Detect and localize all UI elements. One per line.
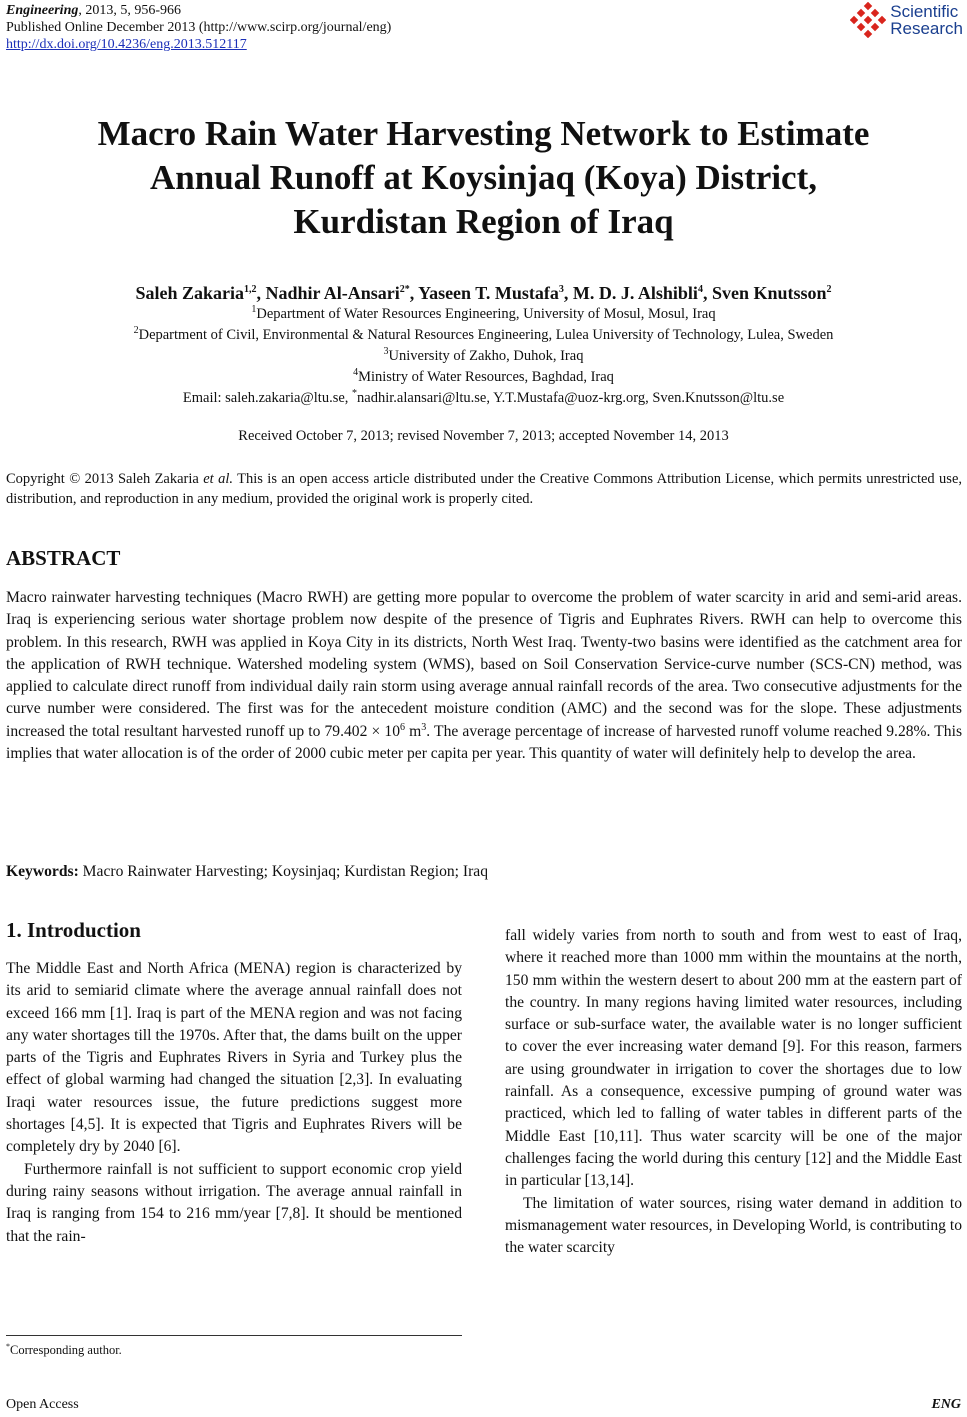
right-column [505, 925, 962, 1259]
intro-paragraph-3: fall widely varies from north to south and from west to east of Iraq, where it reached more than 1000 mm within the mountains at the north, 150 mm within the western desert to about 200 mm at the eastern part of the country. In many regions having limited water resources, including surface or sub-surface water, the available water is no longer sufficient to cover the ever increasing water demand [9]. For this reason, farmers are using groundwater in irrigation to cover the shortages due to low rainfall. As a consequence, excessive pumping of ground water was practiced, which led to falling of water tables in different parts of the Middle East [10,11]. Thus water scarcity will be one of the major challenges facing the world during this century [12] and the Middle East in particular [13,14]. [505, 927, 962, 1190]
author-3: Yaseen T. Mustafa [418, 283, 559, 303]
aff-1-sup: 1 [251, 304, 257, 316]
author-2: Nadhir Al-Ansari [265, 283, 400, 303]
logo-line-1: Scientific [890, 2, 959, 21]
publisher-logo [850, 2, 963, 38]
aff-4-sup: 4 [353, 367, 359, 379]
journal-header [6, 2, 391, 53]
author-1: Saleh Zakaria [135, 283, 245, 303]
title-line-2: Annual Runoff at Koysinjaq (Koya) District, [150, 158, 817, 197]
copyright-notice [6, 469, 962, 509]
abstract-body [6, 587, 962, 765]
author-2-sup: 2* [399, 284, 410, 295]
affiliations [0, 304, 967, 409]
email-prefix: Email: saleh.zakaria@ltu.se, [182, 390, 353, 406]
author-4: M. D. J. Alshibli [572, 283, 698, 303]
paper-title [0, 112, 967, 244]
scientific-research-logo-icon [850, 2, 886, 38]
affiliation-2: Department of Civil, Environmental & Natural Resources Engineering, Lulea University of Technology, Lulea, Sweden [138, 327, 834, 343]
author-5: Sven Knutsson [711, 283, 827, 303]
abstract-sup-1: 6 [400, 721, 406, 733]
keywords [6, 863, 962, 881]
copyright-before: Copyright © 2013 Saleh Zakaria [6, 471, 204, 487]
intro-paragraph-2: Furthermore rainfall is not sufficient to support economic crop yield during rainy seasons without irrigation. The average annual rainfall in Iraq is ranging from 154 to 216 mm/year [7,8]. It should be mentioned that the rain- [6, 1160, 462, 1245]
copyright-after: This is an open access article distributed under the Creative Commons Attribution License, which permits unrestricted use, distribution, and reproduction in any medium, provided the original work is properly cited. [6, 471, 963, 507]
footnote-sup: * [6, 1342, 10, 1351]
aff-2-sup: 2 [133, 325, 139, 337]
footer-journal-abbrev: ENG [931, 1397, 961, 1412]
left-column [6, 958, 462, 1248]
affiliation-3: University of Zakho, Duhok, Iraq [388, 348, 584, 364]
received-dates: Received October 7, 2013; revised November 7, 2013; accepted November 14, 2013 [238, 428, 729, 444]
abstract-sup-2: 3 [421, 721, 427, 733]
doi-link[interactable]: http://dx.doi.org/10.4236/eng.2013.512117 [6, 37, 247, 52]
intro-paragraph-1: The Middle East and North Africa (MENA) region is characterized by its arid to semiarid climate where the average annual rainfall does not exceed 166 mm [1]. Iraq is part of the MENA region and was not facing any water shortages till the 1970s. After that, the dams built on the upper parts of the Tigris and Euphrates Rivers in Syria and Turkey plus the effect of global warming had changed the situation [2,3]. In evaluating Iraqi water resources issue, the future predictions suggest more shortages [4,5]. It is expected that Tigris and Euphrates Rivers will be completely dry by 2040 [6]. [6, 960, 462, 1156]
affiliation-4: Ministry of Water Resources, Baghdad, Iraq [358, 369, 614, 385]
journal-citation: , 2013, 5, 956-966 [78, 3, 182, 18]
title-line-1: Macro Rain Water Harvesting Network to Estimate [97, 114, 870, 153]
affiliation-1: Department of Water Resources Engineering, University of Mosul, Mosul, Iraq [256, 306, 716, 322]
author-5-sup: 2 [826, 284, 832, 295]
email-sup: * [352, 388, 358, 400]
author-1-sup: 1,2 [244, 284, 257, 295]
author-4-sup: 4 [697, 284, 703, 295]
logo-line-2: Research [890, 19, 963, 38]
keywords-text: Macro Rainwater Harvesting; Koysinjaq; Kurdistan Region; Iraq [78, 863, 489, 880]
abstract-part-1: Macro rainwater harvesting techniques (Macro RWH) are getting more popular to overcome the problem of water scarcity in arid and semi-arid areas. Iraq is experiencing serious water shortage problem now despite of the presence of Tigris and Euphrates Rivers. RWH can help to overcome this problem. In this research, RWH was applied in Koya City in its districts, North West Iraq. Twenty-two basins were identified as the catchment area for the application of RWH technique. Watershed modeling system (WMS), based on Soil Conservation Service-curve number (SCS-CN) method, was applied to calculate direct runoff from individual daily rain storm using average annual rainfall records of the area. Two consecutive adjustments for the curve number were considered. The first was for the antecedent moisture condition (AMC) and the second was for the slope. These adjustments increased the total resultant harvested runoff up to 79.402 × 10 [6, 589, 962, 740]
email-line [0, 388, 967, 409]
aff-3-sup: 3 [383, 346, 389, 358]
email-rest: nadhir.alansari@ltu.se, Y.T.Mustafa@uoz-krg.org, Sven.Knutsson@ltu.se [357, 390, 785, 406]
footer-open-access: Open Access [6, 1397, 79, 1412]
author-list: Saleh Zakaria$^{1,2}$, Nadhir Al-Ansari$^{2*}$, Yaseen T. Mustafa$^3$, M. D. J. Alshibli$^4$, Sven Knutsson$^2$ [135, 283, 832, 303]
copyright-etal: et al. [203, 471, 233, 487]
published-line: Published Online December 2013 (http://www.scirp.org/journal/eng) [6, 20, 392, 35]
section-heading-introduction: 1. Introduction [6, 918, 141, 942]
abstract-heading: ABSTRACT [6, 546, 121, 570]
abstract-part-3: . The average percentage of increase of harvested runoff volume reached 9.28%. This implies that water allocation is of the order of 2000 cubic meter per capita per year. This quantity of water will definitely help to develop the area. [6, 722, 963, 763]
intro-paragraph-4: The limitation of water sources, rising water demand in addition to mismanagement water resources, in Developing World, is contributing to the water scarcity [505, 1194, 962, 1257]
footnote-divider [6, 1335, 462, 1336]
keywords-label: Keywords: [6, 863, 79, 880]
journal-name: Engineering [6, 3, 79, 18]
title-line-3: Kurdistan Region of Iraq [293, 202, 674, 241]
footnote [6, 1342, 122, 1358]
footnote-text: Corresponding author. [10, 1343, 122, 1358]
abstract-part-2: m [405, 722, 422, 740]
author-3-sup: 3 [558, 284, 564, 295]
